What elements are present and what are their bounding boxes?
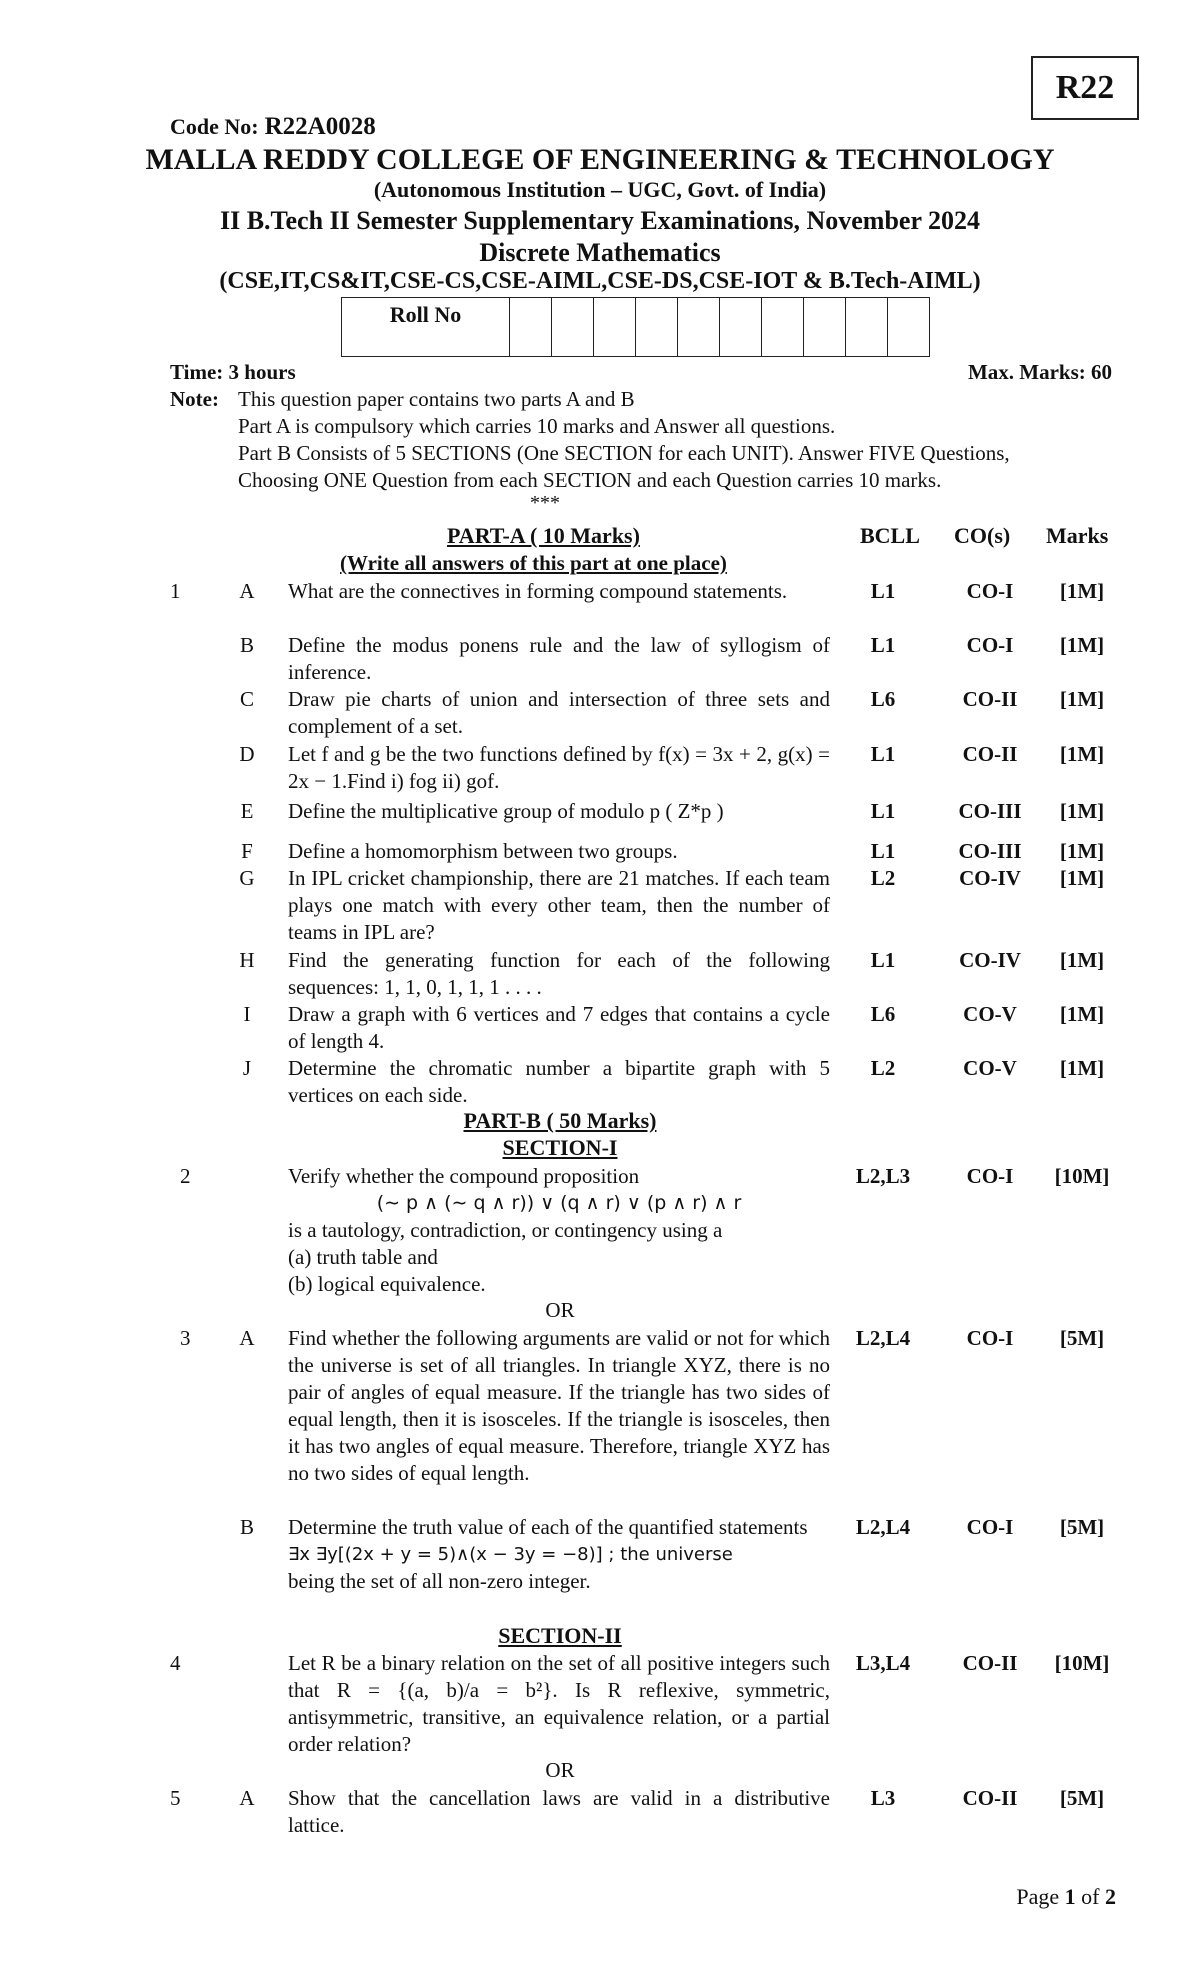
sub-question-letter: F: [241, 839, 253, 863]
bcll-level: L1: [870, 742, 896, 766]
course-outcome: CO-III: [958, 839, 1022, 863]
question-text: [288, 1514, 830, 1595]
course-outcome: CO-V: [963, 1002, 1017, 1026]
exam-title: II B.Tech II Semester Supplementary Examinations, November 2024: [219, 206, 981, 235]
sub-question-letter: A: [239, 1326, 255, 1350]
column-header-marks: Marks: [1046, 523, 1109, 548]
roll-cell: [762, 298, 804, 357]
roll-cell: [678, 298, 720, 357]
time-allowed: Time: 3 hours: [170, 360, 296, 384]
question-text-line: (a) truth table and: [288, 1245, 438, 1269]
note-label: Note:: [170, 387, 219, 411]
or-separator: OR: [545, 1298, 575, 1322]
bcll-level: L1: [870, 633, 896, 657]
bcll-level: L6: [870, 1002, 896, 1026]
question-text: Determine the chromatic number a bipartite graph with 5 vertices on each side.: [288, 1056, 830, 1107]
question-text: Find the generating function for each of the following sequences: 1, 1, 0, 1, 1, 1 . . . .: [288, 948, 830, 999]
sub-question-letter: C: [239, 687, 254, 711]
roll-cell: [636, 298, 678, 357]
course-outcome: CO-I: [966, 1515, 1014, 1539]
bcll-level: L2,L4: [855, 1326, 911, 1350]
question-number: 1: [170, 579, 181, 603]
course-outcome: CO-IV: [959, 866, 1021, 890]
course-outcome: CO-III: [958, 799, 1022, 823]
question-marks: [5M]: [1059, 1326, 1105, 1350]
question-marks: [1M]: [1059, 1002, 1105, 1026]
question-marks: [1M]: [1059, 839, 1105, 863]
sub-question-letter: A: [239, 1786, 255, 1810]
roll-label: Roll No: [342, 298, 510, 357]
question-text: What are the connectives in forming compound statements.: [288, 579, 788, 603]
bcll-level: L2: [870, 1056, 896, 1080]
question-number: 4: [170, 1651, 181, 1675]
subject-title: Discrete Mathematics: [479, 238, 721, 267]
question-text: In IPL cricket championship, there are 21 matches. If each team plays one match with every other team, then the number of teams in IPL are?: [288, 866, 830, 944]
page-footer: [1016, 1884, 1116, 1910]
question-marks: [1M]: [1059, 866, 1105, 890]
sub-question-letter: E: [240, 799, 254, 823]
question-text-line: being the set of all non-zero integer.: [288, 1569, 591, 1593]
bcll-level: L3,L4: [855, 1651, 911, 1675]
question-text: Draw a graph with 6 vertices and 7 edges that contains a cycle of length 4.: [288, 1002, 830, 1053]
footer-page-label: Page: [1016, 1884, 1060, 1909]
course-outcome: CO-V: [963, 1056, 1017, 1080]
question-marks: [1M]: [1059, 742, 1105, 766]
code-number: [170, 113, 376, 141]
sub-question-letter: B: [239, 1515, 254, 1539]
part-b-title: PART-B ( 50 Marks): [463, 1108, 657, 1133]
question-text: Let R be a binary relation on the set of all positive integers such that R = {(a, b)/a = b²}. Is R reflexive, symmetric, antisymmetric, transitive, an equivalence relation, or a partial order relation?: [288, 1651, 830, 1756]
roll-cell: [888, 298, 930, 357]
course-outcome: CO-I: [966, 633, 1014, 657]
formula: ∃x ∃y[(2x + y = 5)∧(x − 3y = −8)] ; the universe: [288, 1544, 733, 1565]
question-text: [288, 1163, 830, 1298]
course-outcome: CO-IV: [959, 948, 1021, 972]
question-number: 5: [170, 1786, 181, 1810]
note-line: Part B Consists of 5 SECTIONS (One SECTION for each UNIT). Answer FIVE Questions,: [238, 441, 1010, 465]
question-number: 2: [180, 1164, 191, 1188]
question-marks: [1M]: [1059, 579, 1105, 603]
autonomous-line: (Autonomous Institution – UGC, Govt. of India): [373, 177, 827, 202]
question-marks: [1M]: [1059, 687, 1105, 711]
sub-question-letter: J: [242, 1056, 252, 1080]
question-text: Show that the cancellation laws are valid in a distributive lattice.: [288, 1786, 830, 1837]
bcll-level: L1: [870, 839, 896, 863]
bcll-level: L2,L4: [855, 1515, 911, 1539]
column-header-co: CO(s): [954, 523, 1011, 548]
course-outcome: CO-II: [962, 742, 1018, 766]
roll-cell: [804, 298, 846, 357]
roll-cell: [594, 298, 636, 357]
question-number: 3: [180, 1326, 191, 1350]
max-marks: Max. Marks: 60: [967, 360, 1112, 384]
sub-question-letter: H: [239, 948, 255, 972]
regulation-box: R22: [1031, 56, 1139, 120]
question-text-line: Verify whether the compound proposition: [288, 1164, 640, 1188]
question-marks: [1M]: [1059, 633, 1105, 657]
question-text: Draw pie charts of union and intersection of three sets and complement of a set.: [288, 687, 830, 738]
course-outcome: CO-II: [962, 1786, 1018, 1810]
question-text-line: (b) logical equivalence.: [288, 1272, 486, 1296]
question-marks: [1M]: [1059, 799, 1105, 823]
sub-question-letter: I: [243, 1002, 251, 1026]
roll-cell: [720, 298, 762, 357]
question-text: Define the multiplicative group of modulo p ( Z*p ): [288, 799, 724, 823]
course-outcome: CO-I: [966, 579, 1014, 603]
question-marks: [5M]: [1059, 1786, 1105, 1810]
question-marks: [10M]: [1054, 1164, 1110, 1188]
separator-stars: ***: [530, 492, 560, 514]
section-2-heading: SECTION-II: [498, 1623, 622, 1648]
question-text: Define the modus ponens rule and the law of syllogism of inference.: [288, 633, 830, 684]
college-name: MALLA REDDY COLLEGE OF ENGINEERING & TECHNOLOGY: [145, 143, 1055, 176]
note-line: Part A is compulsory which carries 10 marks and Answer all questions.: [238, 414, 836, 438]
question-text: Let f and g be the two functions defined by f(x) = 3x + 2, g(x) = 2x − 1.Find i) fog ii) gof.: [288, 742, 830, 793]
roll-cell: [846, 298, 888, 357]
roll-cell: [510, 298, 552, 357]
bcll-level: L2: [870, 866, 896, 890]
bcll-level: L6: [870, 687, 896, 711]
note-line: Choosing ONE Question from each SECTION and each Question carries 10 marks.: [238, 468, 942, 492]
bcll-level: L1: [870, 579, 896, 603]
branches-line: (CSE,IT,CS&IT,CSE-CS,CSE-AIML,CSE-DS,CSE-IOT & B.Tech-AIML): [219, 268, 981, 294]
question-text-line: Determine the truth value of each of the quantified statements: [288, 1515, 808, 1539]
formula: (∼ p ∧ (∼ q ∧ r)) ∨ (q ∧ r) ∨ (p ∧ r) ∧ r: [376, 1192, 742, 1214]
course-outcome: CO-II: [962, 687, 1018, 711]
question-marks: [5M]: [1059, 1515, 1105, 1539]
section-1-heading: SECTION-I: [502, 1135, 618, 1160]
question-marks: [1M]: [1059, 948, 1105, 972]
sub-question-letter: B: [239, 633, 254, 657]
column-header-bcll: BCLL: [860, 523, 920, 548]
question-marks: [10M]: [1054, 1651, 1110, 1675]
sub-question-letter: A: [239, 579, 255, 603]
sub-question-letter: D: [239, 742, 255, 766]
question-text: Find whether the following arguments are valid or not for which the universe is set of all triangles. In triangle XYZ, there is no pair of angles of equal measure. If the triangle has two sides of equal length, then it is isosceles. If the triangle is isosceles, then it has two angles of equal measure. Therefore, triangle XYZ has no two sides of equal length.: [288, 1326, 830, 1485]
course-outcome: CO-II: [962, 1651, 1018, 1675]
question-text: Define a homomorphism between two groups.: [288, 839, 678, 863]
note-line: This question paper contains two parts A and B: [238, 387, 635, 411]
part-a-title: PART-A ( 10 Marks): [447, 523, 640, 548]
footer-of-label: of: [1081, 1884, 1100, 1909]
footer-page-number: 1: [1064, 1884, 1076, 1909]
part-a-instruction: (Write all answers of this part at one place): [340, 551, 727, 575]
bcll-level: L2,L3: [855, 1164, 911, 1188]
code-value: R22A0028: [264, 113, 376, 140]
or-separator: OR: [545, 1758, 575, 1782]
sub-question-letter: G: [239, 866, 255, 890]
bcll-level: L1: [870, 948, 896, 972]
question-marks: [1M]: [1059, 1056, 1105, 1080]
course-outcome: CO-I: [966, 1326, 1014, 1350]
footer-page-total: 2: [1105, 1884, 1116, 1909]
code-label: Code No:: [170, 114, 259, 139]
course-outcome: CO-I: [966, 1164, 1014, 1188]
question-text-line: is a tautology, contradiction, or contingency using a: [288, 1218, 723, 1242]
roll-cell: [552, 298, 594, 357]
bcll-level: L1: [870, 799, 896, 823]
bcll-level: L3: [870, 1786, 896, 1810]
roll-number-table: [341, 297, 930, 357]
